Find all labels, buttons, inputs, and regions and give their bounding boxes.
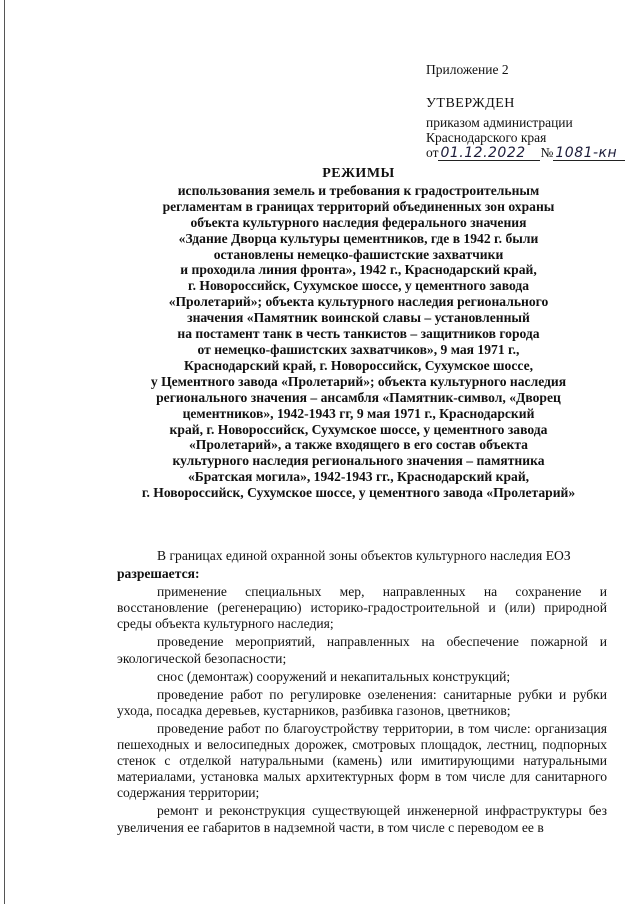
page-edge-line <box>4 0 5 904</box>
approval-line-2: Краснодарского края <box>426 130 547 145</box>
date-prefix: от <box>426 145 439 160</box>
title-line: «Пролетарий»; объекта культурного наследия регионального <box>168 294 549 310</box>
document-title-block <box>86 166 631 501</box>
number-prefix: № <box>540 145 554 160</box>
title-line: «Братская могила», 1942-1943 гг., Краснодарский край, <box>187 469 530 485</box>
appendix-label: Приложение 2 <box>426 62 509 77</box>
approval-date-line <box>426 145 631 165</box>
title-line: на постамент танк в честь танкистов – защитников города <box>177 326 540 342</box>
title-line: и проходила линия фронта», 1942 г., Краснодарский край, <box>180 262 537 278</box>
approval-line-1: приказом администрации <box>426 115 573 130</box>
title-line: регламентам в границах территорий объединенных зон охраны <box>162 198 555 214</box>
title-line: цементников», 1942-1943 гг, 9 мая 1971 г., Краснодарский <box>182 405 535 421</box>
title-line: Краснодарский край, г. Новороссийск, Сухумское шоссе, <box>183 357 533 373</box>
title-line: культурного наследия регионального значения – памятника <box>172 453 545 469</box>
handwritten-number: 1081-кн <box>553 146 625 161</box>
title-line: значения «Памятник воинской славы – установленный <box>187 310 530 326</box>
title-line: у Цементного завода «Пролетарий»; объекта культурного наследия <box>150 373 567 389</box>
document-title: РЕЖИМЫ <box>322 166 395 181</box>
title-line: объекта культурного наследия федерального значения <box>190 214 527 230</box>
handwritten-date: 01.12.2022 <box>438 146 540 161</box>
body-paragraph: проведение работ по регулировке озеленения: санитарные рубки и рубки ухода, посадка деревьев, кустарников, разбивка газонов, цветников; <box>117 686 607 718</box>
title-line: край, г. Новороссийск, Сухумское шоссе, у цементного завода <box>169 421 548 437</box>
title-line: от немецко-фашистских захватчиков», 9 мая 1971 г., <box>197 341 520 357</box>
intro-paragraph <box>117 548 607 564</box>
body-paragraph: снос (демонтаж) сооружений и некапитальных конструкций; <box>157 668 511 684</box>
title-line: «Пролетарий», а также входящего в его состав объекта <box>189 437 528 453</box>
body-paragraph: применение специальных мер, направленных на сохранение и восстановление (регенерацию) историко-градостроительной и (или) природной среды объекта культурного наследия; <box>117 584 607 632</box>
body-paragraph: проведение работ по благоустройству территории, в том числе: организация пешеходных и велосипедных дорожек, смотровых площадок, лестниц, подпорных стенок с отделкой натуральными (камень) или имитирующими натуральными материалами, установка малых архитектурных форм в том числе для санитарного содержания территории; <box>117 720 607 801</box>
intro-bold-line <box>117 566 607 582</box>
title-line: «Здание Дворца культуры цементников, где в 1942 г. были <box>178 230 539 246</box>
intro-text: В границах единой охранной зоны объектов культурного наследия ЕОЗ <box>157 548 571 563</box>
title-line: г. Новороссийск, Сухумское шоссе, у цементного завода <box>187 278 530 294</box>
intro-bold-text: разрешается: <box>117 566 200 582</box>
document-body <box>117 548 607 838</box>
title-line: регионального значения – ансамбля «Памятник-символ, «Дворец <box>156 389 561 405</box>
title-line: использования земель и требования к градостроительным <box>177 182 540 198</box>
approval-title: УТВЕРЖДЕН <box>426 96 515 111</box>
approval-block <box>426 96 631 165</box>
title-line: г. Новороссийск, Сухумское шоссе, у цементного завода «Пролетарий» <box>141 485 576 501</box>
body-paragraph: ремонт и реконструкция существующей инженерной инфраструктуры без увеличения ее габаритов в надземной части, в том числе с переводом ее в <box>117 803 607 835</box>
body-paragraph: проведение мероприятий, направленных на обеспечение пожарной и экологической безопасности; <box>117 634 607 666</box>
title-line: остановлены немецко-фашистские захватчики <box>213 246 504 262</box>
